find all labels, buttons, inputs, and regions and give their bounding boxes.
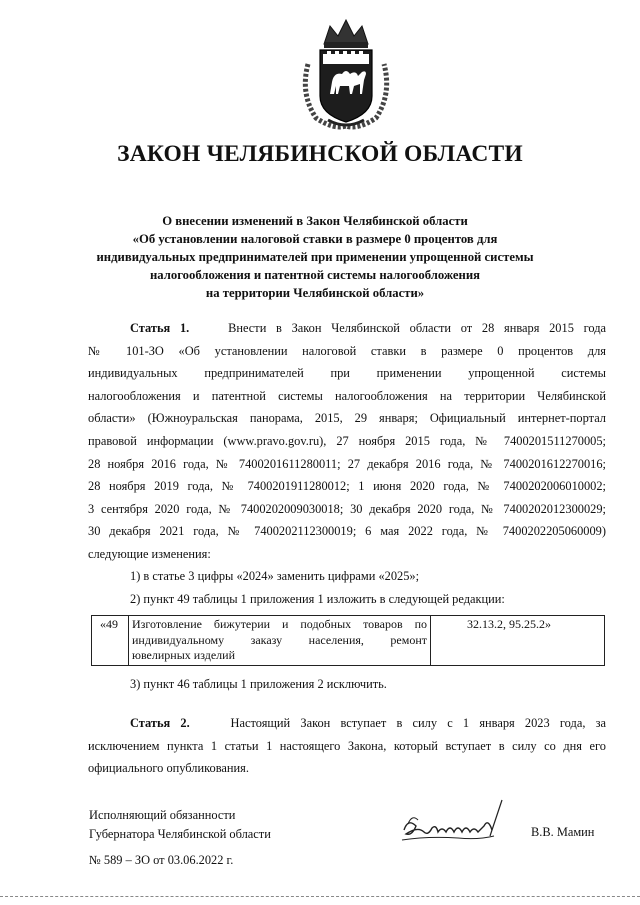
article-1-item-2: 2) пункт 49 таблицы 1 приложения 1 изложить в следующей редакции: <box>130 592 505 606</box>
article-1-line: № 101-ЗО «Об установлении налоговой ставки в размере 0 процентов для <box>88 343 606 358</box>
article-2-first-line <box>88 712 606 735</box>
article-1-line: 28 ноября 2019 года, № 7400201911280012; 1 июня 2020 года, № 7400202006010002; <box>88 479 606 494</box>
subtitle-line: индивидуальных предпринимателей при применении упрощенной системы <box>96 250 534 264</box>
table-okved-codes: 32.13.2, 95.25.2» <box>467 617 551 631</box>
article-2-text <box>88 712 606 780</box>
article-1-line: 3 сентября 2020 года, № 7400202009030018; 30 декабря 2020 года, № 7400202012300029; <box>88 501 606 516</box>
article-1-line: правовой информации (www.pravo.gov.ru), 27 ноября 2015 года, № 7400201511270005; <box>88 433 606 448</box>
table-description-line: индивидуальному заказу населения, ремонт <box>132 632 427 647</box>
article-1-item-1: 1) в статье 3 цифры «2024» заменить цифрами «2025»; <box>130 569 420 583</box>
table-cell-description <box>129 616 431 665</box>
law-subtitle <box>96 212 534 302</box>
page-bottom-edge <box>0 896 640 897</box>
subtitle-line: на территории Челябинской области» <box>205 286 425 300</box>
article-2-label: Статья 2. <box>130 716 190 730</box>
replacement-table <box>91 615 605 666</box>
article-1-label: Статья 1. <box>130 321 190 335</box>
table-row-number: «49 <box>100 617 118 631</box>
subtitle-line: «Об установлении налоговой ставки в размере 0 процентов для <box>132 232 498 246</box>
article-1-line: 30 декабря 2021 года, № 7400202112300019; 6 мая 2022 года, № 7400202205060009) <box>88 524 606 539</box>
table-description-line: Изготовление бижутерии и подобных товаров по <box>132 617 427 631</box>
article-1-first-line <box>88 317 606 340</box>
law-title: ЗАКОН ЧЕЛЯБИНСКОЙ ОБЛАСТИ <box>117 141 523 167</box>
signer-line: Губернатора Челябинской области <box>89 827 271 841</box>
governor-name: В.В. Мамин <box>531 825 595 839</box>
article-2-first-line-text: Настоящий Закон вступает в силу с 1 января 2023 года, за <box>230 716 607 730</box>
table-cell-number <box>92 616 129 665</box>
subtitle-line: О внесении изменений в Закон Челябинской области <box>162 214 468 228</box>
signer-line: Исполняющий обязанности <box>89 808 236 822</box>
article-1-line: области» (Южноуральская панорама, 2015, 29 января; Официальный интернет-портал <box>88 411 606 426</box>
article-2-line: официального опубликования. <box>88 761 249 776</box>
article-1-text <box>88 317 606 566</box>
article-1-line: следующие изменения: <box>88 546 211 561</box>
subtitle-line: налогообложения и патентной системы налогообложения <box>149 268 481 282</box>
article-1-line: индивидуальных предпринимателей при применении упрощенной системы <box>88 366 606 381</box>
article-1-item-3: 3) пункт 46 таблицы 1 приложения 2 исключить. <box>130 677 387 691</box>
signer-title <box>89 806 271 844</box>
article-1-line: 28 ноября 2016 года, № 7400201611280011; 27 декабря 2016 года, № 7400201612270016; <box>88 456 606 471</box>
signature-icon <box>398 796 513 852</box>
table-description-line: ювелирных изделий <box>132 648 235 662</box>
table-description <box>132 617 427 664</box>
article-2-line: исключением пункта 1 статьи 1 настоящего Закона, который вступает в силу со дня его <box>88 738 606 753</box>
table-cell-code <box>431 616 603 665</box>
registration-number: № 589 – ЗО от 03.06.2022 г. <box>89 853 234 867</box>
coat-of-arms-icon <box>294 14 398 132</box>
article-1-first-line-text: Внести в Закон Челябинской области от 28 января 2015 года <box>228 321 607 335</box>
article-1-line: налогообложения и патентной системы налогообложения на территории Челябинской <box>88 388 606 403</box>
